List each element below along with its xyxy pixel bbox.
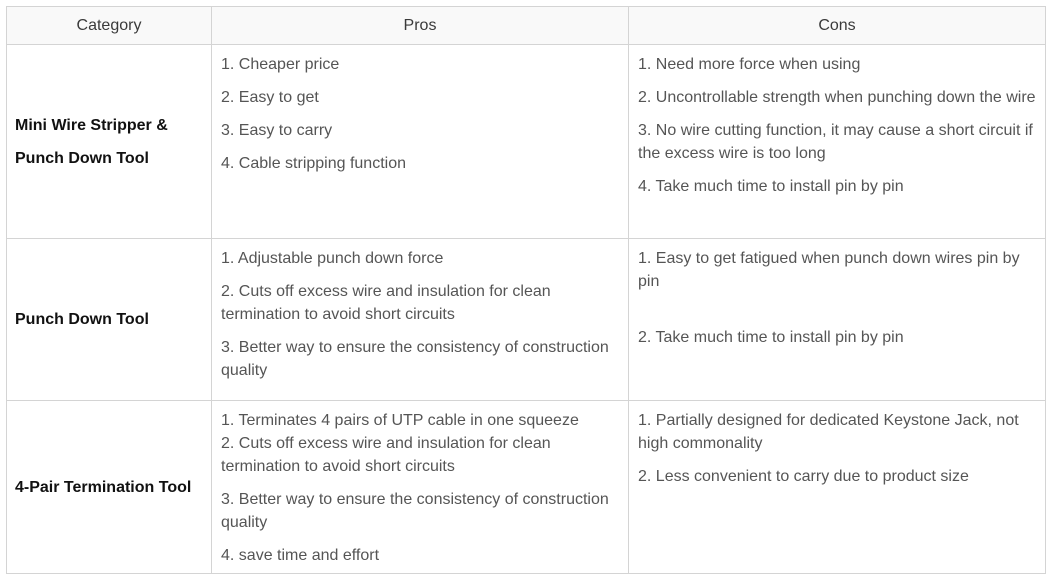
cons-item: 3. No wire cutting function, it may cause a short circuit if the excess wire is too long — [638, 122, 1033, 162]
table-row — [7, 45, 1046, 239]
pros-item: 3. Better way to ensure the consistency of construction quality — [221, 491, 609, 531]
header-cons: Cons — [629, 7, 1046, 45]
pros-cell — [212, 239, 629, 401]
pros-item: 3. Easy to carry — [221, 122, 333, 139]
pros-item: 4. Cable stripping function — [221, 155, 406, 172]
pros-item: 2. Cuts off excess wire and insulation for clean termination to avoid short circuits — [221, 283, 551, 323]
header-category: Category — [7, 7, 212, 45]
cons-item: 2. Uncontrollable strength when punching down the wire — [638, 89, 1036, 106]
pros-item: 4. save time and effort — [221, 547, 380, 564]
pros-cell — [212, 401, 629, 574]
header-row — [7, 7, 1046, 45]
cons-item: 1. Partially designed for dedicated Keystone Jack, not high commonality — [638, 412, 1019, 452]
cons-cell — [629, 401, 1046, 574]
cons-cell — [629, 239, 1046, 401]
category-cell: Punch Down Tool — [7, 239, 212, 401]
table-row — [7, 239, 1046, 401]
cons-item: 4. Take much time to install pin by pin — [638, 178, 904, 195]
pros-item: 1. Terminates 4 pairs of UTP cable in one squeeze — [221, 412, 579, 429]
cons-item: 1. Need more force when using — [638, 56, 861, 73]
pros-item: 1. Adjustable punch down force — [221, 250, 444, 267]
table-row — [7, 401, 1046, 574]
cons-cell — [629, 45, 1046, 239]
pros-item: 3. Better way to ensure the consistency of construction quality — [221, 339, 609, 379]
cons-item: 2. Take much time to install pin by pin — [638, 329, 904, 346]
comparison-table-wrapper — [6, 6, 1046, 574]
comparison-table — [6, 6, 1046, 574]
category-cell: 4-Pair Termination Tool — [7, 401, 212, 574]
cons-item: 2. Less convenient to carry due to product size — [638, 468, 969, 485]
header-pros: Pros — [212, 7, 629, 45]
pros-cell — [212, 45, 629, 239]
pros-item: 1. Cheaper price — [221, 56, 340, 73]
category-cell: Mini Wire Stripper & Punch Down Tool — [7, 45, 212, 239]
cons-item: 1. Easy to get fatigued when punch down wires pin by pin — [638, 250, 1020, 290]
pros-item: 2. Cuts off excess wire and insulation for clean termination to avoid short circuits — [221, 435, 551, 475]
pros-item: 2. Easy to get — [221, 89, 319, 106]
